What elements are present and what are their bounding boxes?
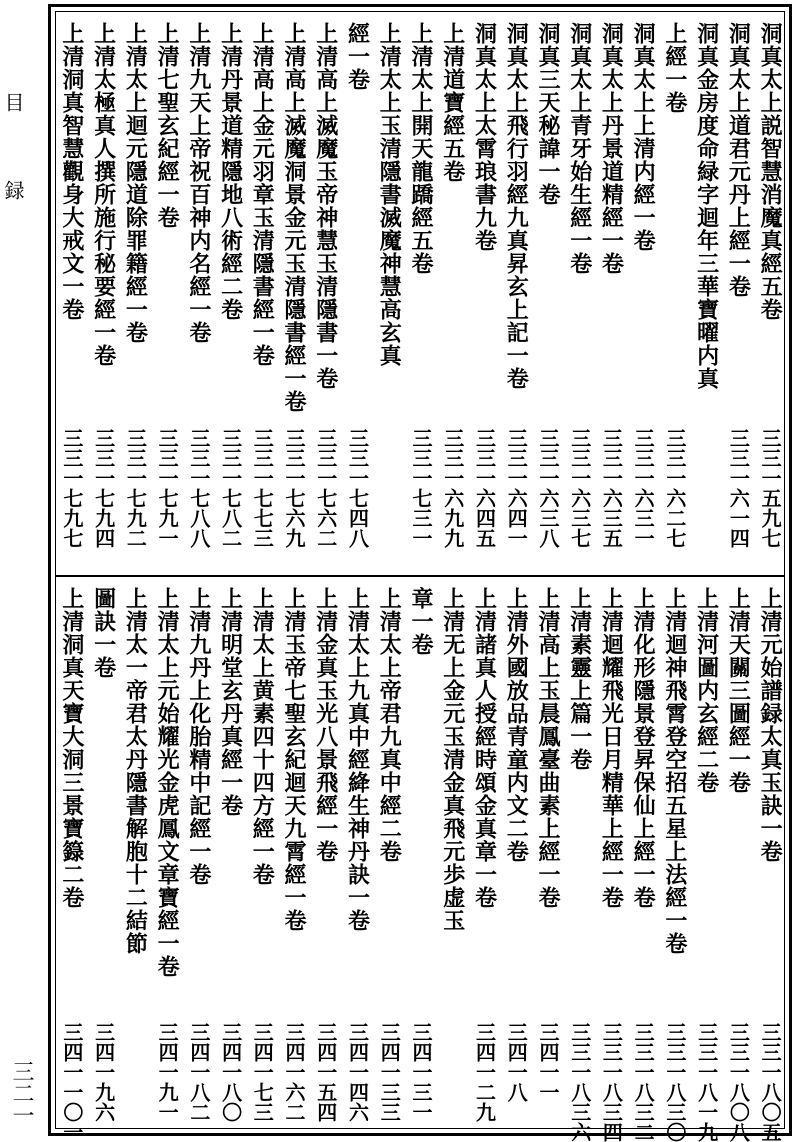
toc-entry <box>406 12 436 575</box>
entry-page-number: 三四一四六 <box>345 1022 370 1122</box>
toc-entry <box>311 577 341 1134</box>
toc-entry <box>533 12 563 575</box>
entry-title: 上清太上元始耀光金虎鳳文章寶經一卷 <box>154 587 181 978</box>
entry-page-number: 三三一六一四 <box>726 428 751 548</box>
toc-entry <box>469 12 499 575</box>
entry-title: 上清七聖玄紀經一卷 <box>154 22 181 229</box>
entry-page-number: 三三一六九九 <box>440 428 465 548</box>
entry-title: 上清外國放品青童内文二卷 <box>503 587 530 863</box>
entry-page-number: 三三一七六九 <box>282 428 307 548</box>
toc-entry <box>247 577 277 1134</box>
toc-entry <box>247 12 277 575</box>
entry-page-number: 三四一一 <box>535 1022 560 1102</box>
entry-page-number: 三三一八〇五 <box>758 1022 783 1142</box>
toc-entry <box>89 12 119 575</box>
toc-entry <box>533 577 563 1134</box>
entry-page-number: 三四一八 <box>504 1022 529 1102</box>
entry-page-number: 三三一七九七 <box>59 428 84 548</box>
toc-entry <box>628 577 658 1142</box>
entry-title: 上清高上滅魔洞景金元玉清隱書經一卷 <box>281 22 308 413</box>
entry-title: 上清迴神飛霄登空招五星上法經一卷 <box>661 587 688 955</box>
toc-entry <box>469 577 499 1134</box>
entry-title: 洞真太上上清内經一卷 <box>630 22 657 252</box>
entry-page-number: 三三一七三一 <box>409 428 433 548</box>
entry-title: 上清九丹上化胎精中記經一卷 <box>185 587 212 886</box>
entry-title: 上清洞真智慧觀身大戒文一卷 <box>58 22 85 321</box>
toc-entry <box>89 577 119 1134</box>
toc-entry <box>723 577 753 1142</box>
entry-title: 洞真太上説智慧消魔真經五卷 <box>757 22 784 321</box>
entry-page-number: 三三一五九七 <box>758 428 783 548</box>
toc-entry <box>374 577 404 1134</box>
entry-page-number: 三四一七三 <box>250 1022 275 1122</box>
entry-title: 上清素靈上篇一卷 <box>566 587 593 771</box>
entry-page-number: 三三一七九四 <box>91 428 116 548</box>
toc-entry <box>343 12 373 575</box>
entry-title: 洞真金房度命緑字迴年三華寶曜内真 <box>693 22 720 390</box>
entry-title: 圖訣一卷 <box>90 587 117 679</box>
toc-entry <box>152 577 182 1134</box>
entry-title: 上清道寶經五卷 <box>439 22 466 183</box>
entry-page-number: 三四一九一 <box>155 1022 180 1122</box>
entry-page-number: 三三一七七三 <box>250 428 275 548</box>
entry-page-number: 三四一八二 <box>186 1022 211 1122</box>
entry-page-number: 三三一八〇八 <box>726 1022 751 1142</box>
toc-entry <box>279 577 309 1134</box>
entry-page-number: 三三一六二七 <box>662 428 687 548</box>
entry-title: 上清洞真天寶大洞三景寶籙二卷 <box>58 587 85 909</box>
toc-entry <box>596 577 626 1142</box>
toc-entry <box>311 12 341 575</box>
entry-title: 上清太上玉清隱書滅魔神慧高玄真 <box>376 22 403 367</box>
toc-entry <box>152 12 182 575</box>
toc-entry <box>755 12 785 575</box>
entry-page-number: 三三一六三七 <box>567 428 592 548</box>
entry-page-number: 三三一八三六 <box>567 1022 592 1142</box>
toc-entry <box>216 577 246 1134</box>
entry-title: 章一卷 <box>408 587 434 656</box>
side-margin <box>0 0 48 1142</box>
entry-page-number: 三三一七九一 <box>155 428 180 548</box>
entry-title: 上清太極真人撰所施行秘要經一卷 <box>90 22 117 367</box>
entry-page-number: 三三一六四五 <box>472 428 497 548</box>
entry-page-number: 三三一七九二 <box>123 428 148 548</box>
entry-title: 上清太上開天龍蹻經五卷 <box>408 22 434 275</box>
frame-inner-border <box>55 11 785 1142</box>
toc-entry <box>374 12 404 575</box>
entry-page-number: 三四一二九 <box>472 1022 497 1122</box>
toc-entry <box>501 577 531 1134</box>
entry-title: 洞真太上太霄琅書九卷 <box>471 22 498 252</box>
toc-entry <box>755 577 785 1142</box>
bottom-section <box>56 577 784 1142</box>
entry-title: 洞真太上飛行羽經九真昇玄上記一卷 <box>503 22 530 390</box>
entry-title: 洞真太上青牙始生經一卷 <box>566 22 593 275</box>
toc-entry <box>501 12 531 575</box>
entry-title: 上經一卷 <box>661 22 688 114</box>
toc-entry <box>184 577 214 1134</box>
toc-entry <box>438 12 468 575</box>
toc-entry <box>279 12 309 575</box>
toc-entry <box>628 12 658 575</box>
entry-page-number: 三三一六三一 <box>631 428 656 548</box>
toc-entry <box>184 12 214 575</box>
side-label-roku: 録 <box>1 180 25 200</box>
entry-title: 上清太一帝君太丹隱書解胞十二結節 <box>122 587 149 955</box>
entry-page-number: 三三一七六二 <box>313 428 338 548</box>
toc-entry <box>660 12 690 575</box>
entry-page-number: 三三一六四一 <box>504 428 529 548</box>
entry-page-number: 三四一六二 <box>282 1022 307 1122</box>
entry-page-number: 三四一三一 <box>409 1022 433 1122</box>
entry-title: 上清高上滅魔玉帝神慧玉清隱書一卷 <box>312 22 339 390</box>
entry-page-number: 三四一八〇 <box>218 1022 243 1122</box>
toc-entry <box>692 12 722 575</box>
entry-page-number: 三三一七八二 <box>218 428 243 548</box>
entry-title: 上清太上黄素四十四方經一卷 <box>249 587 276 886</box>
entry-page-number: 三四一一〇一 <box>59 1022 84 1142</box>
entry-title: 上清无上金元玉清金真飛元歩虚玉 <box>439 587 466 932</box>
top-section <box>56 12 784 575</box>
entry-title: 上清迴耀飛光日月精華上經一卷 <box>598 587 625 909</box>
entry-title: 上清玉帝七聖玄紀迴天九霄經一卷 <box>281 587 308 932</box>
toc-entry <box>120 577 150 1134</box>
toc-entry <box>565 12 595 575</box>
entry-title: 上清高上玉晨鳳臺曲素上經一卷 <box>534 587 561 909</box>
entry-page-number: 三三一八一九 <box>694 1022 719 1142</box>
side-label-mu: 目 <box>1 92 25 112</box>
entry-title: 上清九天上帝祝百神内名經一卷 <box>185 22 212 344</box>
toc-entry <box>723 12 753 575</box>
entry-title: 洞真三天秘諱一卷 <box>534 22 561 206</box>
entry-title: 上清太上帝君九真中經二卷 <box>376 587 403 863</box>
entry-title: 經一卷 <box>344 22 371 91</box>
table-of-contents-frame <box>48 4 792 1142</box>
entry-title: 上清太上九真中經絳生神丹訣一卷 <box>344 587 371 932</box>
toc-entry <box>57 577 87 1142</box>
toc-entry <box>660 577 690 1142</box>
entry-title: 上清化形隱景登昇保仙上經一卷 <box>630 587 657 909</box>
toc-entry <box>438 577 468 1134</box>
entry-page-number: 三四一九六 <box>91 1022 116 1122</box>
entry-title: 上清金真玉光八景飛經一卷 <box>312 587 339 863</box>
toc-entry <box>565 577 595 1142</box>
entry-title: 洞真太上丹景道精經一卷 <box>598 22 625 275</box>
entry-page-number: 三三一七四八 <box>345 428 370 548</box>
entry-title: 上清太上迴元隱道除罪籍經一卷 <box>122 22 149 344</box>
entry-page-number: 三三一八三二 <box>631 1022 656 1142</box>
toc-entry <box>216 12 246 575</box>
entry-page-number: 三四一五四 <box>313 1022 338 1122</box>
entry-page-number: 三四一三三 <box>377 1022 402 1122</box>
entry-page-number: 三三一八三四 <box>599 1022 624 1142</box>
entry-page-number: 三三一七八八 <box>186 428 211 548</box>
entry-page-number: 三三一六三五 <box>599 428 624 548</box>
entry-title: 上清天關三圖經一卷 <box>725 587 752 794</box>
entry-title: 上清諸真人授經時頌金真章一卷 <box>471 587 498 909</box>
toc-entry <box>596 12 626 575</box>
entry-title: 上清元始譜録太真玉訣一卷 <box>757 587 784 863</box>
entry-page-number: 三三一六三八 <box>535 428 560 548</box>
entry-title: 上清明堂玄丹真經一卷 <box>217 587 244 817</box>
toc-entry <box>406 577 436 1134</box>
entry-title: 上清河圖内玄經二卷 <box>693 587 720 794</box>
toc-entry <box>343 577 373 1134</box>
entry-title: 洞真太上道君元丹上經一卷 <box>725 22 752 298</box>
page-number: 三二一 <box>9 1060 34 1126</box>
toc-entry <box>57 12 87 575</box>
toc-entry <box>120 12 150 575</box>
entry-page-number: 三三一八三〇 <box>662 1022 687 1142</box>
entry-title: 上清高上金元羽章玉清隱書經一卷 <box>249 22 276 367</box>
entry-title: 上清丹景道精隱地八術經二卷 <box>217 22 244 321</box>
toc-entry <box>692 577 722 1142</box>
